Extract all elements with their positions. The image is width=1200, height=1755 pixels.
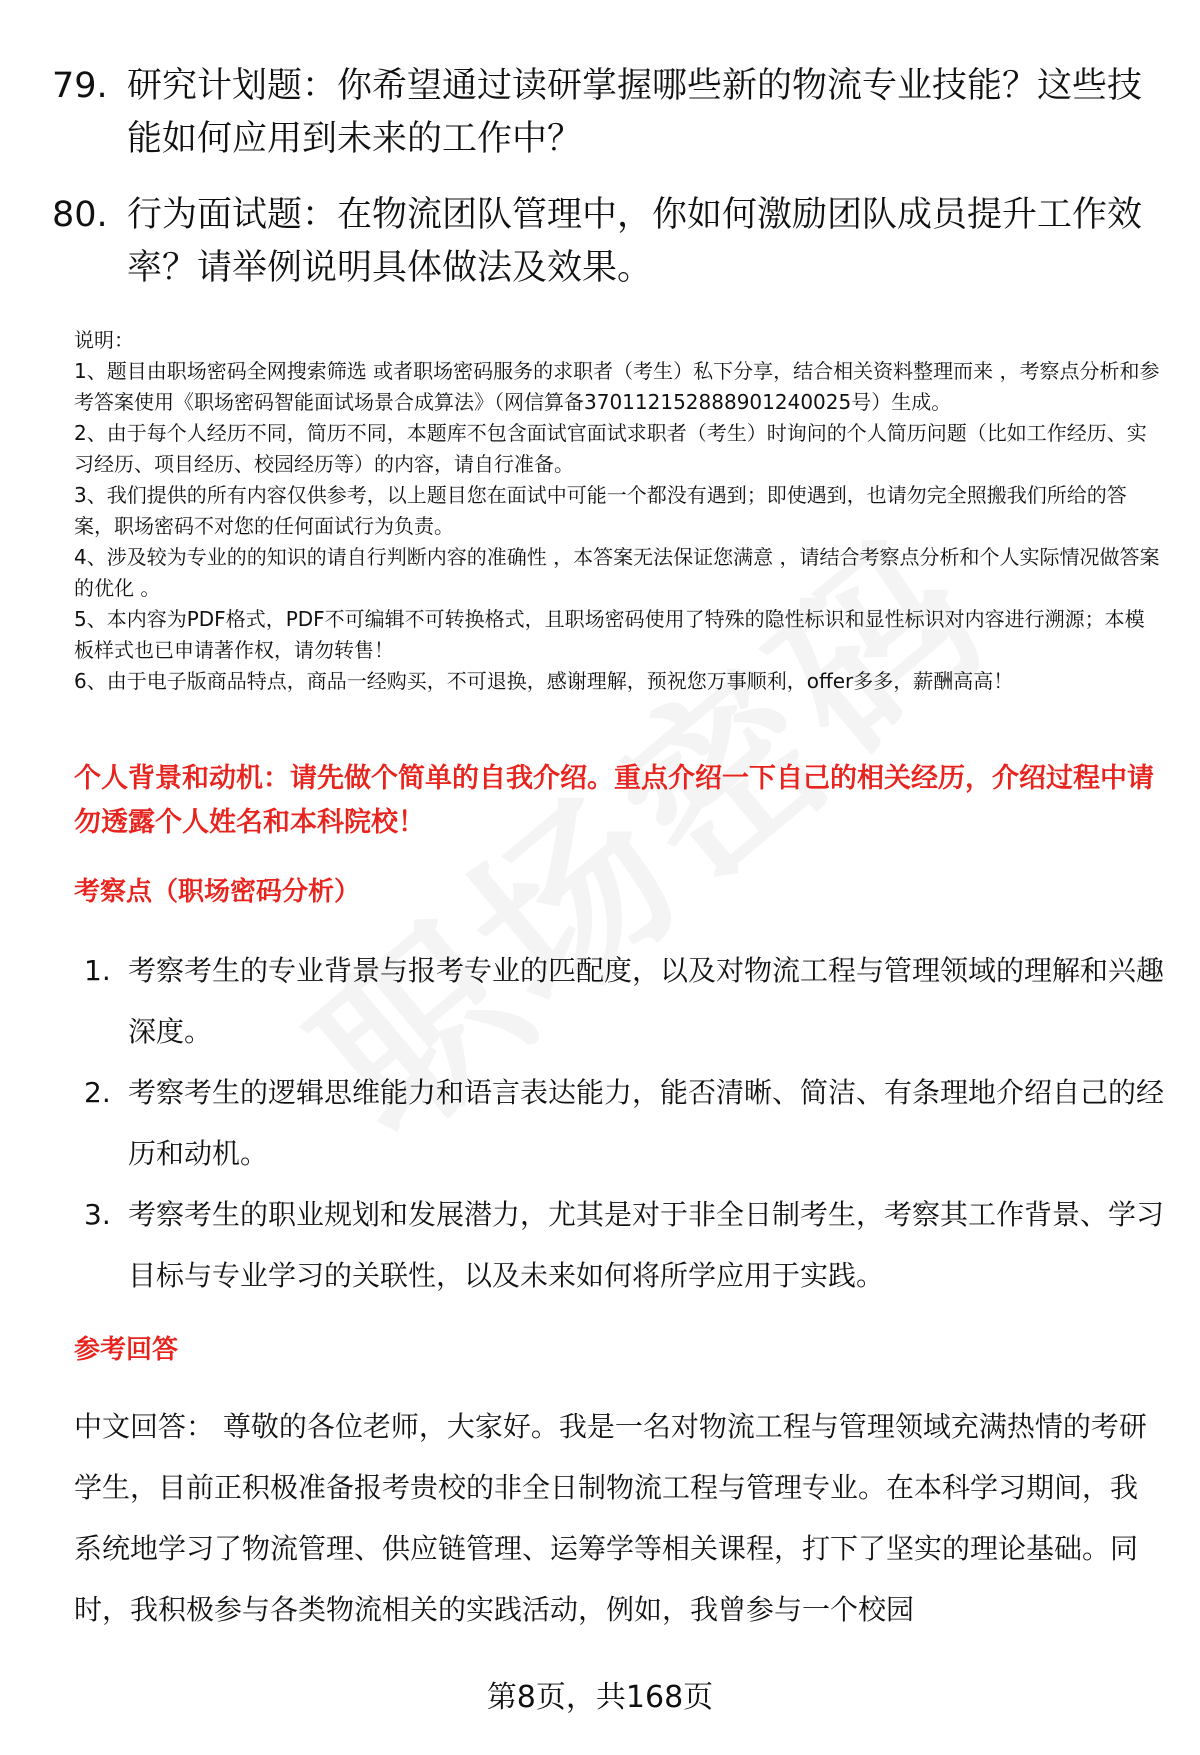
point-number: 3. [84, 1198, 111, 1231]
list-item [84, 940, 1164, 1062]
note-item: 4、涉及较为专业的的知识的请自行判断内容的准确性 ，本答案无法保证您满意 ，请结合考察点分析和个人实际情况做答案的优化 。 [74, 545, 1160, 600]
list-item [84, 1062, 1164, 1184]
question-80 [52, 189, 1162, 295]
question-number: 79. [52, 66, 108, 106]
note-item: 6、由于电子版商品特点，商品一经购买，不可退换，感谢理解，预祝您万事顺利，offer多多，薪酬高高！ [74, 669, 1014, 693]
question-number: 80. [52, 195, 108, 235]
page-footer: 第8页，共168页 [486, 1680, 714, 1715]
reference-title: 参考回答 [74, 1335, 179, 1365]
disclaimer-notes [74, 325, 1164, 697]
question-text: 行为面试题：在物流团队管理中，你如何激励团队成员提升工作效率？请举例说明具体做法及效果。 [127, 195, 1143, 288]
analysis-points [84, 940, 1164, 1306]
point-text: 考察考生的专业背景与报考专业的匹配度，以及对物流工程与管理领域的理解和兴趣深度。 [128, 954, 1165, 1048]
point-text: 考察考生的职业规划和发展潜力，尤其是对于非全日制考生，考察其工作背景、学习目标与专业学习的关联性，以及未来如何将所学应用于实践。 [128, 1198, 1165, 1292]
analysis-title: 考察点（职场密码分析） [74, 877, 361, 907]
point-text: 考察考生的逻辑思维能力和语言表达能力，能否清晰、简洁、有条理地介绍自己的经历和动机。 [128, 1076, 1165, 1170]
note-item: 5、本内容为PDF格式，PDF不可编辑不可转换格式，且职场密码使用了特殊的隐性标识和显性标识对内容进行溯源；本模板样式也已申请著作权，请勿转售！ [74, 607, 1145, 662]
question-text: 研究计划题：你希望通过读研掌握哪些新的物流专业技能？这些技能如何应用到未来的工作中？ [127, 66, 1143, 159]
current-question-heading: 个人背景和动机：请先做个简单的自我介绍。重点介绍一下自己的相关经历，介绍过程中请勿透露个人姓名和本科院校！ [74, 763, 1154, 838]
notes-title: 说明： [74, 328, 134, 352]
list-item [84, 1184, 1164, 1306]
note-item: 3、我们提供的所有内容仅供参考，以上题目您在面试中可能一个都没有遇到；即使遇到，也请勿完全照搬我们所给的答案，职场密码不对您的任何面试行为负责。 [74, 483, 1127, 538]
point-number: 1. [84, 954, 111, 987]
reference-answer: 中文回答： 尊敬的各位老师，大家好。我是一名对物流工程与管理领域充满热情的考研学生，目前正积极准备报考贵校的非全日制物流工程与管理专业。在本科学习期间，我系统地学习了物流管理、供应链管理、运筹学等相关课程，打下了坚实的理论基础。同时，我积极参与各类物流相关的实践活动，例如，我曾参与一个校园 [74, 1410, 1147, 1626]
note-item: 1、题目由职场密码全网搜索筛选 或者职场密码服务的求职者（考生）私下分享，结合相关资料整理而来 ，考察点分析和参考答案使用《职场密码智能面试场景合成算法》（网信算备370112152888901240025号）生成。 [74, 359, 1160, 414]
note-item: 2、由于每个人经历不同，简历不同，本题库不包含面试官面试求职者（考生）时询问的个人简历问题（比如工作经历、实习经历、项目经历、校园经历等）的内容，请自行准备。 [74, 421, 1147, 476]
point-number: 2. [84, 1076, 111, 1109]
question-79 [52, 60, 1162, 166]
